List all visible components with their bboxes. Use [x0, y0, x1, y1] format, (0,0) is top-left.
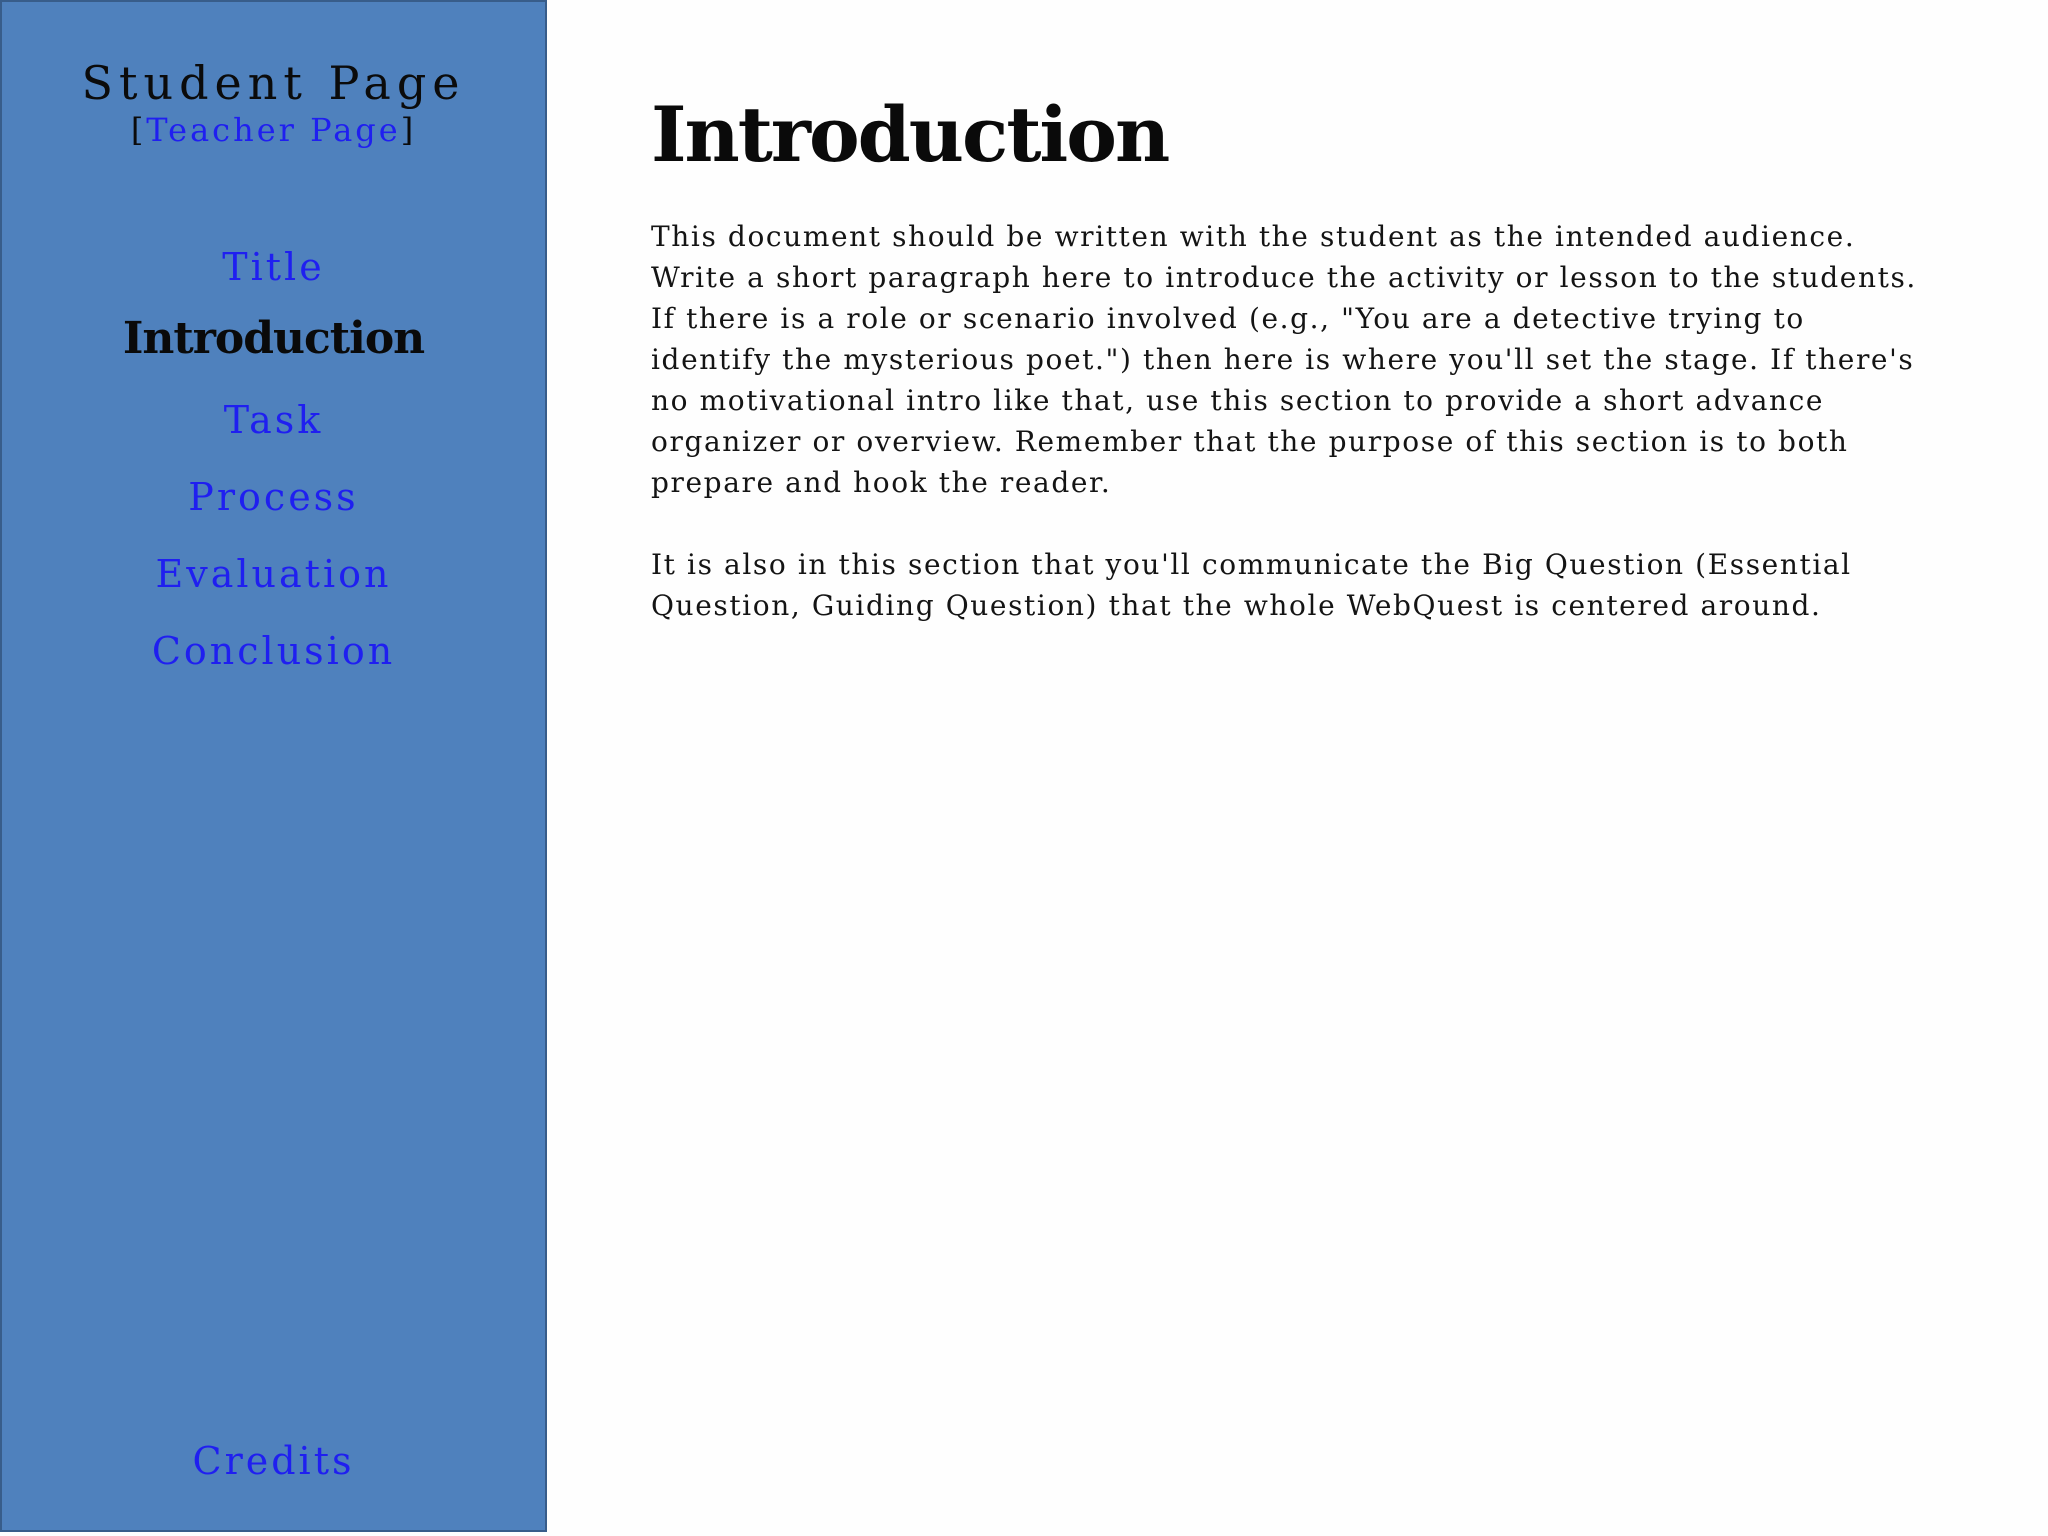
teacher-page-line — [2, 112, 545, 148]
nav-link-task[interactable]: Task — [223, 398, 324, 442]
nav-item-introduction-current: Introduction — [122, 313, 425, 364]
sidebar — [0, 0, 547, 1532]
student-page-label: Student Page — [81, 56, 466, 110]
nav-link-conclusion[interactable]: Conclusion — [151, 629, 396, 673]
sidebar-header — [2, 54, 545, 148]
main-content — [651, 88, 1931, 626]
nav-link-title[interactable]: Title — [222, 245, 325, 289]
bracket-open: [ — [130, 111, 147, 149]
intro-paragraph-1: This document should be written with the student as the intended audience. Write a short paragraph here to introduce the activity or lesson to the students. If there is a role or scenario involved (e.g., "You are a detective trying to identify the mysterious poet.") then here is where you'll set the stage. If there's no motivational intro like that, use this section to provide a short advance organizer or overview. Remember that the purpose of this section is to both prepare and hook the reader. — [651, 220, 1917, 499]
nav-link-credits[interactable]: Credits — [192, 1439, 355, 1483]
intro-paragraph-2: It is also in this section that you'll communicate the Big Question (Essential Question, Guiding Question) that the whole WebQuest is centered around. — [651, 548, 1852, 622]
nav-link-evaluation[interactable]: Evaluation — [155, 552, 392, 596]
page-title: Introduction — [651, 90, 1169, 179]
teacher-page-link[interactable]: Teacher Page — [146, 111, 401, 149]
bracket-close: ] — [400, 111, 417, 149]
nav-link-process[interactable]: Process — [188, 475, 359, 519]
